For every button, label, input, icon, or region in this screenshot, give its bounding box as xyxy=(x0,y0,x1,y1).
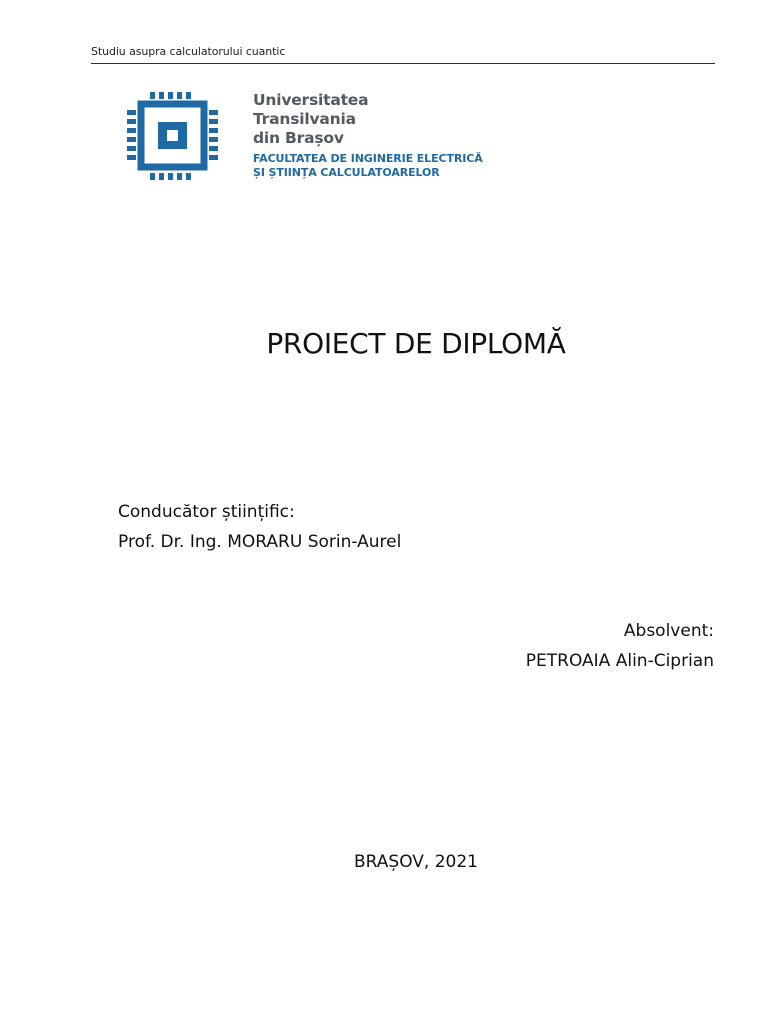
graduate-label: Absolvent: xyxy=(623,621,714,641)
document-title: PROIECT DE DIPLOMĂ xyxy=(266,327,566,360)
faculty-name xyxy=(253,152,483,180)
running-header: Studiu asupra calculatorului cuantic xyxy=(91,45,286,58)
supervisor-name: Prof. Dr. Ing. MORARU Sorin-Aurel xyxy=(118,532,402,552)
header-divider xyxy=(91,63,715,64)
place-and-year: BRAȘOV, 2021 xyxy=(354,852,478,872)
graduate-name: PETROAIA Alin-Ciprian xyxy=(525,651,714,671)
university-name-line-2: Transilvania xyxy=(253,110,356,128)
faculty-name-line-2: ȘI ȘTIINȚA CALCULATOARELOR xyxy=(253,166,440,179)
faculty-name-line-1: FACULTATEA DE INGINERIE ELECTRICĂ xyxy=(253,152,483,165)
university-name-line-3: din Brașov xyxy=(253,129,344,147)
university-name-line-1: Universitatea xyxy=(253,91,369,109)
chip-icon xyxy=(124,92,222,182)
supervisor-block xyxy=(118,497,401,557)
supervisor-label: Conducător științific: xyxy=(118,502,295,522)
graduate-block xyxy=(526,616,714,676)
university-logo-text xyxy=(253,91,483,180)
